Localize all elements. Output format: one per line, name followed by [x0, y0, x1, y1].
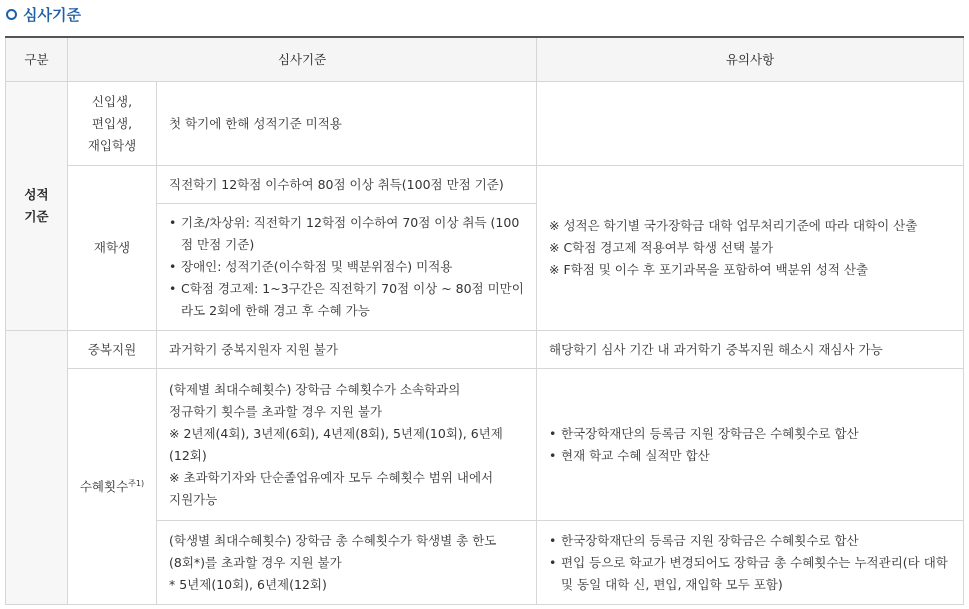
list-item: • 한국장학재단의 등록금 지원 장학금은 수혜횟수로 합산: [549, 530, 957, 552]
new-students-notes: [537, 82, 964, 166]
table-row: [6, 369, 964, 521]
list-item: • 한국장학재단의 등록금 지원 장학금은 수혜횟수로 합산: [549, 423, 957, 445]
benefit-count-notes-2: [537, 521, 964, 605]
header-category: 구분: [6, 37, 68, 82]
table-header-row: [6, 37, 964, 82]
list-item: • 현재 학교 수혜 실적만 합산: [549, 445, 957, 467]
duplicate-notes: 해당학기 심사 기간 내 과거학기 중복지원 해소시 재심사 가능: [537, 331, 964, 369]
header-criteria: 심사기준: [68, 37, 537, 82]
list-item: • C학점 경고제: 1~3구간은 직전학기 70점 이상 ~ 80점 미만이라도 2회에 한해 경고 후 수혜 가능: [169, 278, 530, 322]
header-notes: 유의사항: [537, 37, 964, 82]
duplicate-criteria: 과거학기 중복지원자 지원 불가: [157, 331, 537, 369]
list-item: • 기초/차상위: 직전학기 12학점 이수하여 70점 이상 취득 (100점 만점 기준): [169, 212, 530, 256]
duplicate-label: 중복지원: [68, 331, 157, 369]
benefit-count-criteria-2: (학생별 최대수혜횟수) 장학금 총 수혜횟수가 학생별 총 한도 (8회*)를 초과할 경우 지원 불가 * 5년제(10회), 6년제(12회): [157, 521, 537, 605]
benefit-count-label: 수혜횟수$^{주1)}$: [68, 369, 157, 605]
section-title-text: 심사기준: [23, 5, 81, 24]
enrolled-criteria-exceptions: [157, 204, 537, 331]
footnote-marker: 주1): [128, 478, 145, 488]
circle-bullet-icon: [6, 9, 17, 20]
new-students-label: 신입생, 편입생, 재입학생: [68, 82, 157, 166]
benefit-count-notes-1: [537, 369, 964, 521]
table-row: [6, 331, 964, 369]
grade-category-label: 성적 기준: [6, 82, 68, 331]
table-row: [6, 166, 964, 204]
enrolled-students-label: 재학생: [68, 166, 157, 331]
enrolled-criteria-main: 직전학기 12학점 이수하여 80점 이상 취득(100점 만점 기준): [157, 166, 537, 204]
table-row: [6, 82, 964, 166]
empty-category-cell: [6, 331, 68, 605]
grade-notes: ※ 성적은 학기별 국가장학금 대학 업무처리기준에 따라 대학이 산출 ※ C학점 경고제 적용여부 학생 선택 불가 ※ F학점 및 이수 후 포기과목을 포함하여 백분위 성적 산출: [537, 166, 964, 331]
criteria-table: [5, 36, 964, 605]
benefit-count-criteria-1: (학제별 최대수혜횟수) 장학금 수혜횟수가 소속학과의 정규학기 횟수를 초과할 경우 지원 불가 ※ 2년제(4회), 3년제(6회), 4년제(8회), 5년제(10회), 6년제 (12회) ※ 초과학기자와 단순졸업유예자 모두 수혜횟수 범위 내에서 지원가능: [157, 369, 537, 521]
list-item: • 편입 등으로 학교가 변경되어도 장학금 총 수혜횟수는 누적관리(타 대학 및 동일 대학 신, 편입, 재입학 모두 포함): [549, 552, 957, 596]
new-students-criteria: 첫 학기에 한해 성적기준 미적용: [157, 82, 537, 166]
section-title: [6, 3, 81, 25]
list-item: • 장애인: 성적기준(이수학점 및 백분위점수) 미적용: [169, 256, 530, 278]
